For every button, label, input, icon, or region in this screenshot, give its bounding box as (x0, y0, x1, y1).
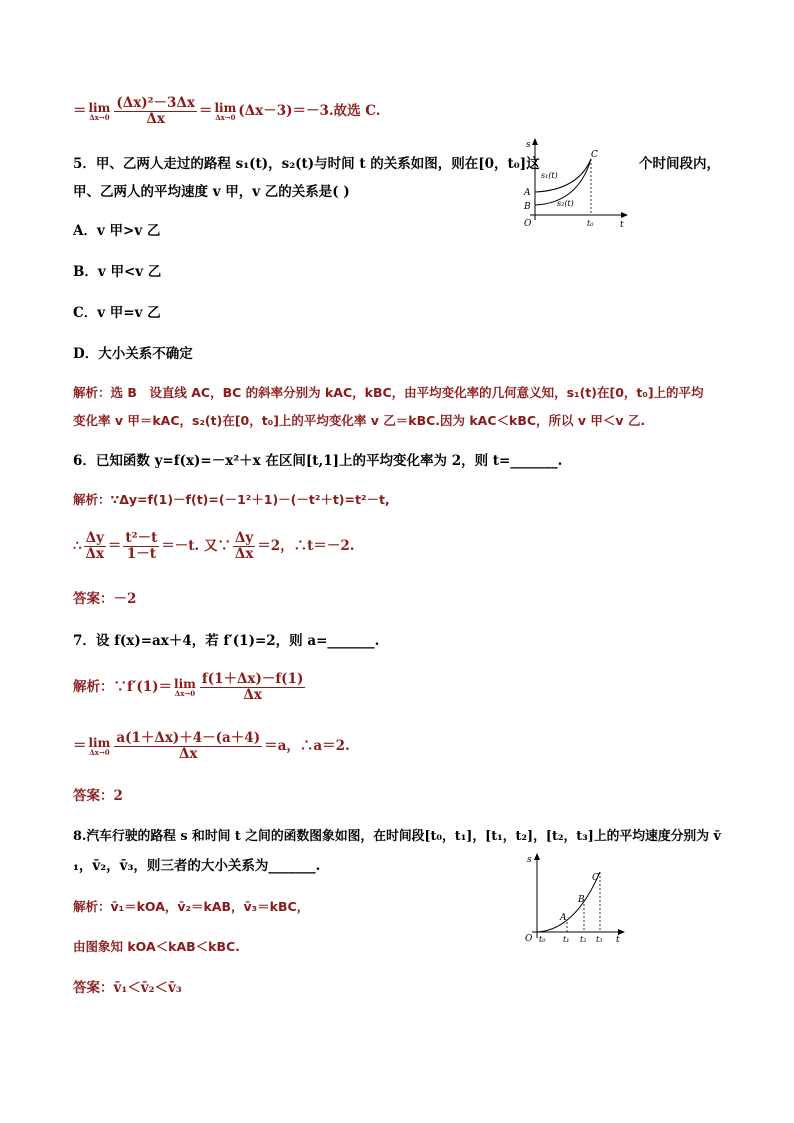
t-label: t (616, 935, 620, 945)
t2-label: t₂ (580, 935, 587, 944)
point-a-label: A (524, 188, 531, 198)
q8-line1: 8.汽车行驶的路程 s 和时间 t 之间的函数图象如图，在时间段[t₀，t₁]，[t₁，t₂]，[t₂，t₃]上的平均速度分别为 v̄ (73, 829, 721, 844)
t3-label: t₃ (596, 935, 603, 944)
origin-label: O (525, 934, 533, 944)
s2-label: s₂(t) (557, 199, 574, 208)
limit: lim Δx→0 (174, 676, 196, 698)
q8-line2: ₁，v̄₂，v̄₃，则三者的大小关系为_______. (73, 858, 321, 874)
point-c-label: C (591, 150, 598, 160)
q5-solution-line2: 变化率 v 甲＝kAC，s₂(t)在[0，t₀]上的平均变化率 v 乙＝kBC.因为 kAC＜kBC，所以 v 甲＜v 乙. (73, 413, 646, 428)
q8-answer: 答案：v̄₁＜v̄₂＜v̄₃ (73, 980, 182, 996)
limit: lim Δx→0 (214, 100, 237, 122)
fraction: $\frac{\Delta y}{\Delta x}$ (234, 530, 254, 562)
origin-label: O (524, 219, 532, 229)
q5-solution-line1: 解析：选 B 设直线 AC，BC 的斜率分别为 kAC，kBC，由平均变化率的几何意义知，s₁(t)在[0，t₀]上的平均 (73, 385, 704, 400)
q7-answer: 答案：2 (73, 788, 123, 804)
q5-option-d: D．大小关系不确定 (73, 346, 193, 362)
prev-solution-line: ＝ lim Δx→0 $\frac{\text{(Δx)²－3Δx}}{\Delta x}$ ＝ lim Δx→0 (Δx－3)＝－3.故选 C. (73, 95, 381, 127)
limit: lim Δx→0 (88, 735, 111, 757)
fraction: $\frac{a(1+\Delta x)+4-(a+4)}{\Delta x}$ (116, 730, 261, 762)
q5-graph-figure (508, 135, 633, 230)
q5-option-b: B．v 甲<v 乙 (73, 264, 162, 280)
q7-solution-line1: 解析：∵f′(1)＝ lim Δx→0 $\frac{f(1+\Delta x)-f(1)}{\Delta x}$ (73, 671, 304, 703)
point-b-label: B (578, 895, 585, 905)
s-label: s (527, 855, 532, 865)
fraction: $\frac{\Delta y}{\Delta x}$ (85, 530, 105, 562)
t-axis-arrow (621, 212, 628, 218)
s-axis-arrow (534, 853, 540, 860)
q6-solution-line2: ∴ $\frac{\Delta y}{\Delta x}$ ＝ $\frac{\text{t²－t}}{1-t}$ ＝－t. 又∵ $\frac{\Delta y}{\Delta x}$ ＝2，∴t＝－2. (73, 530, 355, 562)
q7-solution-line2: ＝ lim Δx→0 $\frac{a(1+\Delta x)+4-(a+4)}{\Delta x}$ ＝a，∴a＝2. (73, 730, 350, 762)
q6-solution-line1: 解析：∵Δy=f(1)－f(t)=(－1²＋1)－(－t²＋t)=t²－t, (73, 492, 390, 507)
t-label: t (620, 220, 624, 230)
s1-label: s₁(t) (541, 171, 558, 180)
q5-option-c: C．v 甲=v 乙 (73, 305, 161, 321)
fraction: $\frac{\text{(Δx)²－3Δx}}{\Delta x}$ (116, 95, 195, 127)
q5-option-a: A．v 甲>v 乙 (73, 223, 161, 239)
fraction: $\frac{\text{t²－t}}{1-t}$ (125, 530, 158, 562)
t0-label: t₀ (539, 935, 546, 944)
q8-solution-line1: 解析：v̄₁＝kOA，v̄₂＝kAB，v̄₃＝kBC， (73, 899, 310, 914)
fraction: $\frac{f(1+\Delta x)-f(1)}{\Delta x}$ (201, 671, 304, 703)
s-label: s (526, 140, 531, 150)
q8-graph-figure (515, 850, 630, 945)
q8-solution-line2: 由图象知 kOA＜kAB＜kBC. (73, 939, 240, 954)
s-axis-arrow (532, 138, 538, 145)
q6-answer: 答案：－2 (73, 591, 137, 607)
t1-label: t₁ (563, 935, 570, 944)
point-c-label: C (592, 873, 599, 883)
s-curve (537, 872, 600, 932)
q7-question: 7．设 f(x)=ax＋4，若 f′(1)=2，则 a=_______. (73, 633, 380, 649)
q5-line2: 甲、乙两人的平均速度 v 甲，v 乙的关系是( ) (73, 184, 350, 200)
limit: lim Δx→0 (88, 100, 111, 122)
t0-label: t₀ (587, 219, 594, 228)
point-b-label: B (524, 202, 531, 212)
q5-line1-tail: 个时间段内， (639, 156, 720, 172)
point-a-label: A (560, 913, 567, 923)
q6-question: 6．已知函数 y=f(x)=－x²＋x 在区间[t,1]上的平均变化率为 2，则 t=_______. (73, 453, 563, 469)
q5-line1: 5．甲、乙两人走过的路程 s₁(t)，s₂(t)与时间 t 的关系如图，则在[0，t₀]这 (73, 156, 540, 172)
